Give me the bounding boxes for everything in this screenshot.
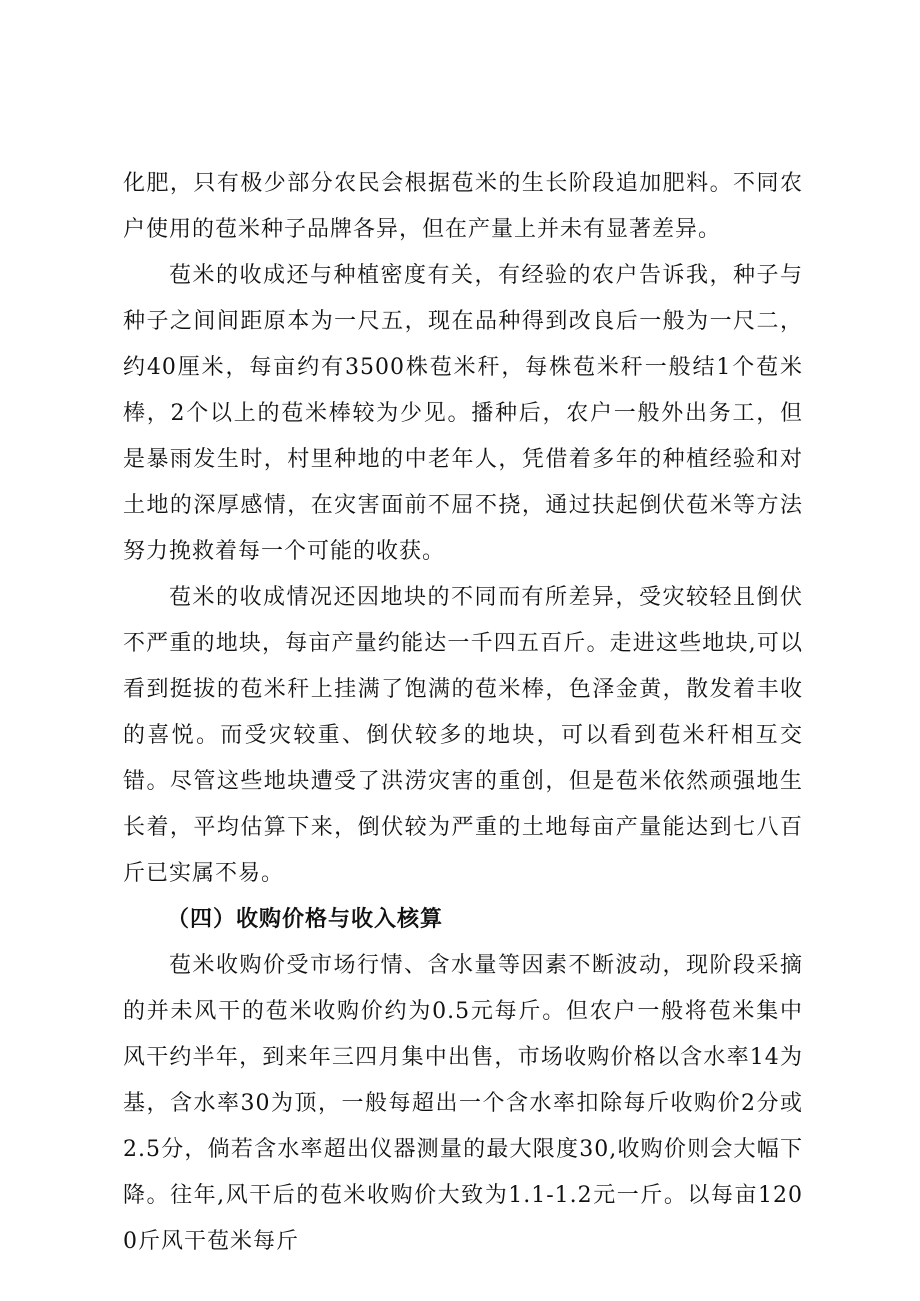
paragraph-purchase-price: 苞米收购价受市场行情、含水量等因素不断波动，现阶段采摘的并未风干的苞米收购价约为0.5元每斤。但农户一般将苞米集中风干约半年，到来年三四月集中出售，市场收购价格以含水率14为基，含水率30为顶，一般每超出一个含水率扣除每斤收购价2分或2.5分，倘若含水率超出仪器测量的最大限度30,收购价则会大幅下降。往年,风干后的苞米收购价大致为1.1-1.2元一斤。以每亩1200斤风干苞米每斤 [123, 953, 803, 1254]
document-body [123, 161, 803, 1265]
paragraph-harvest-by-plot: 苞米的收成情况还因地块的不同而有所差异，受灾较轻且倒伏不严重的地块，每亩产量约能达一千四五百斤。走进这些地块,可以看到挺拔的苞米秆上挂满了饱满的苞米棒，色泽金黄，散发着丰收的喜悦。而受灾较重、倒伏较多的地块，可以看到苞米秆相互交错。尽管这些地块遭受了洪涝灾害的重创，但是苞米依然顽强地生长着，平均估算下来，倒伏较为严重的土地每亩产量能达到七八百斤已实属不易。 [123, 585, 803, 886]
paragraph-fertilizer: 化肥，只有极少部分农民会根据苞米的生长阶段追加肥料。不同农户使用的苞米种子品牌各异，但在产量上并未有显著差异。 [123, 171, 803, 242]
paragraph-planting-density: 苞米的收成还与种植密度有关，有经验的农户告诉我，种子与种子之间间距原本为一尺五，现在品种得到改良后一般为一尺二，约40厘米，每亩约有3500株苞米秆，每株苞米秆一般结1个苞米棒，2个以上的苞米棒较为少见。播种后，农户一般外出务工，但是暴雨发生时，村里种地的中老年人，凭借着多年的种植经验和对土地的深厚感情，在灾害面前不屈不挠，通过扶起倒伏苞米等方法努力挽救着每一个可能的收获。 [123, 263, 803, 564]
section-heading: （四）收购价格与收入核算 [167, 907, 444, 932]
